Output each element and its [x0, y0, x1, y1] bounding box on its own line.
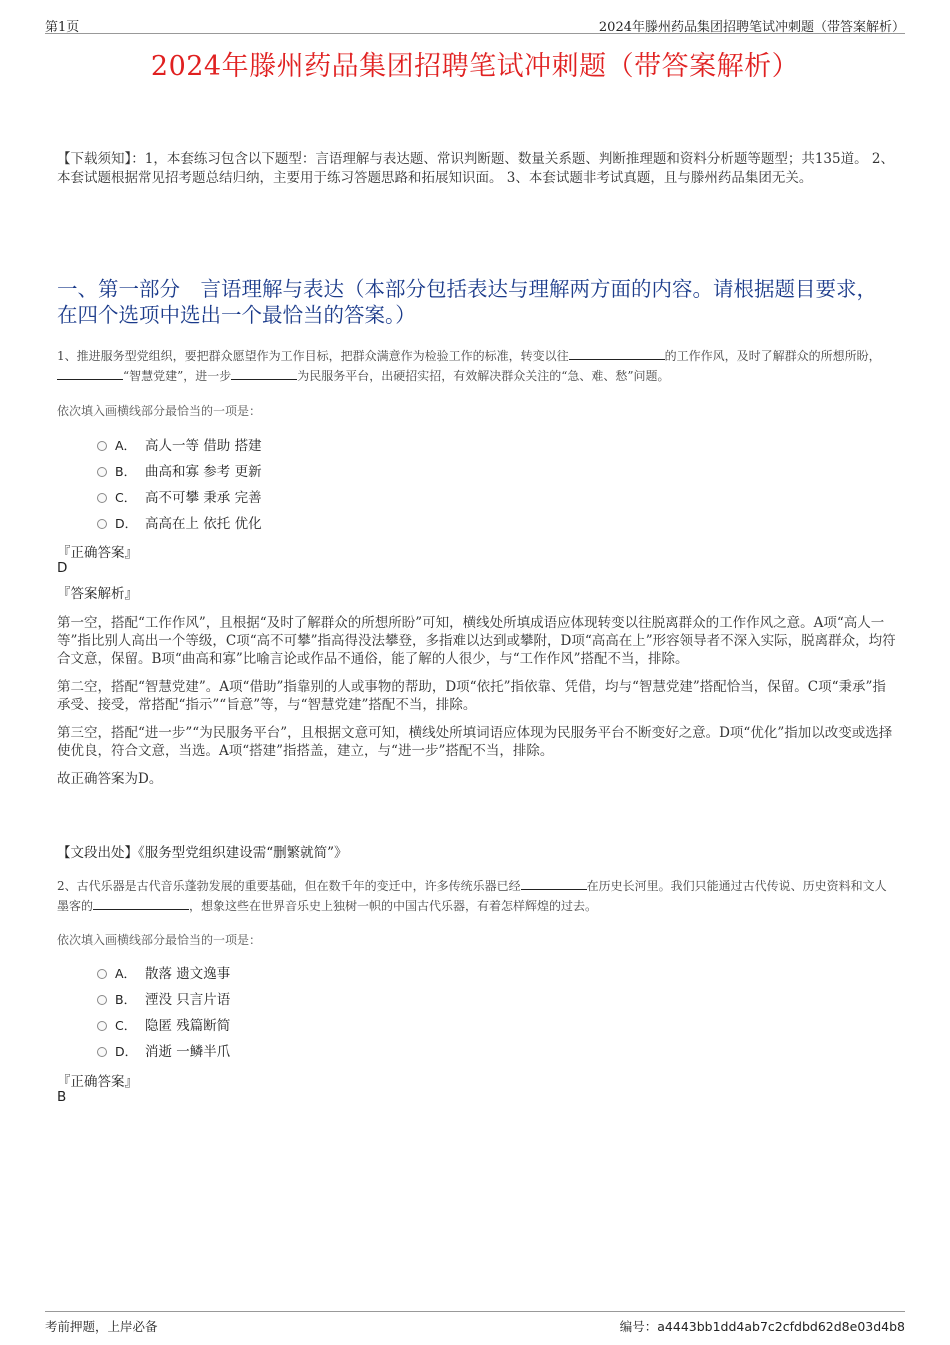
- page-header: [45, 14, 905, 34]
- option-text: 高人一等 借助 搭建: [145, 438, 262, 454]
- question-2-text: [57, 876, 897, 916]
- section-title: 一、第一部分 言语理解与表达（本部分包括表达与理解两方面的内容。请根据题目要求，在四个选项中选出一个最恰当的答案。）: [57, 277, 877, 327]
- radio-icon[interactable]: [97, 441, 107, 451]
- analysis-paragraph: 第三空，搭配“进一步”“为民服务平台”，且根据文意可知，横线处所填词语应体现为民服务平台不断变好之意。D项“优化”指加以改变或选择使优良，符合文意，当选。A项“搭建”指搭盖，建立，与“进一步”搭配不当，排除。: [57, 725, 893, 759]
- option-text: 散落 遗文逸事: [145, 966, 231, 982]
- radio-icon[interactable]: [97, 969, 107, 979]
- option-b[interactable]: [97, 987, 230, 1013]
- question-1-text-part: “智慧党建”，进一步: [123, 369, 232, 383]
- question-1-text-part: 1、推进服务型党组织，要把群众愿望作为工作目标，把群众满意作为检验工作的标准，转变以往: [57, 349, 569, 363]
- option-letter: C．: [115, 1018, 137, 1033]
- option-a[interactable]: [97, 433, 262, 459]
- correct-answer-label: 『正确答案』: [57, 1074, 138, 1090]
- correct-answer-label: 『正确答案』: [57, 545, 138, 561]
- option-d[interactable]: [97, 1039, 230, 1065]
- option-text: 消逝 一鳞半爪: [145, 1044, 231, 1060]
- question-1-options: [97, 433, 262, 537]
- blank-line: [57, 366, 123, 380]
- option-letter: B．: [115, 992, 137, 1007]
- question-2-text-part: ，想象这些在世界音乐史上独树一帜的中国古代乐器，有着怎样辉煌的过去。: [189, 899, 598, 913]
- document-code-label: 编号：: [619, 1319, 658, 1334]
- option-c[interactable]: [97, 1013, 230, 1039]
- question-2-prompt: 依次填入画横线部分最恰当的一项是：: [57, 933, 262, 947]
- option-letter: C．: [115, 490, 137, 505]
- question-2-text-part: 在历史长河里。我们只能通过古代传说、历史资料和文人墨客的: [57, 879, 887, 913]
- blank-line: [93, 896, 189, 910]
- question-1-text-part: 为民服务平台，出硬招实招，有效解决群众关注的“急、难、愁”问题。: [297, 369, 670, 383]
- option-text: 高不可攀 秉承 完善: [145, 490, 262, 506]
- radio-icon[interactable]: [97, 519, 107, 529]
- document-code-value: a4443bb1dd4ab7c2cfdbd62d8e03d4b8: [657, 1319, 905, 1334]
- blank-line: [521, 876, 587, 890]
- option-text: 高高在上 依托 优化: [145, 516, 262, 532]
- option-c[interactable]: [97, 485, 262, 511]
- blank-line: [231, 366, 297, 380]
- radio-icon[interactable]: [97, 995, 107, 1005]
- radio-icon[interactable]: [97, 1021, 107, 1031]
- option-text: 隐匿 残篇断简: [145, 1018, 231, 1034]
- page-number: 第1页: [45, 20, 80, 35]
- radio-icon[interactable]: [97, 493, 107, 503]
- option-letter: D．: [115, 516, 138, 531]
- option-a[interactable]: [97, 961, 230, 987]
- question-1-text-part: 的工作作风，及时了解群众的所想所盼，: [664, 349, 881, 363]
- question-2-text-part: 2、古代乐器是古代音乐蓬勃发展的重要基础，但在数千年的变迁中，许多传统乐器已经: [57, 879, 521, 893]
- correct-answer: B: [57, 1089, 67, 1105]
- question-2-options: [97, 961, 230, 1065]
- option-text: 湮没 只言片语: [145, 992, 231, 1008]
- analysis-label: 『答案解析』: [57, 586, 138, 602]
- analysis-paragraph: 第一空，搭配“工作作风”，且根据“及时了解群众的所想所盼”可知，横线处所填成语应体现转变以往脱离群众的工作作风之意。A项“高人一等”指比别人高出一个等级，C项“高不可攀”指高得没法攀登，多指难以达到或攀附，D项“高高在上”形容领导者不深入实际，脱离群众，均符合文意，保留。B项“曲高和寡”比喻言论或作品不通俗，能了解的人很少，与“工作作风”搭配不当，排除。: [57, 615, 896, 667]
- option-text: 曲高和寡 参考 更新: [145, 464, 262, 480]
- header-doc-title: 2024年滕州药品集团招聘笔试冲刺题（带答案解析）: [598, 20, 905, 35]
- option-d[interactable]: [97, 511, 262, 537]
- analysis-paragraph: 故正确答案为D。: [57, 771, 163, 787]
- blank-line: [569, 346, 665, 360]
- correct-answer: D: [57, 560, 68, 576]
- page-footer: [45, 1311, 905, 1335]
- answer-analysis: [57, 614, 897, 798]
- option-letter: B．: [115, 464, 137, 479]
- question-1-prompt: 依次填入画横线部分最恰当的一项是：: [57, 404, 262, 418]
- radio-icon[interactable]: [97, 467, 107, 477]
- download-notice: 【下载须知】：1，本套练习包含以下题型：言语理解与表达题、常识判断题、数量关系题、判断推理题和资料分析题等题型；共135道。 2、本套试题根据常见招考题总结归纳，主要用于练习答题思路和拓展知识面。 3、本套试题非考试真题，且与滕州药品集团无关。: [57, 151, 894, 186]
- document-title: 2024年滕州药品集团招聘笔试冲刺题（带答案解析）: [150, 51, 800, 82]
- radio-icon[interactable]: [97, 1047, 107, 1057]
- document-code: [620, 1317, 905, 1335]
- option-b[interactable]: [97, 459, 262, 485]
- option-letter: D．: [115, 1044, 138, 1059]
- analysis-paragraph: 第二空，搭配“智慧党建”。A项“借助”指靠别的人或事物的帮助，D项“依托”指依靠、凭借，均与“智慧党建”搭配恰当，保留。C项“秉承”指承受、接受，常搭配“指示”“旨意”等，与“智慧党建”搭配不当，排除。: [57, 679, 886, 713]
- option-letter: A．: [115, 966, 137, 981]
- option-letter: A．: [115, 438, 137, 453]
- passage-source: 【文段出处】《服务型党组织建设需“删繁就简”》: [57, 845, 348, 861]
- footer-slogan: 考前押题，上岸必备: [45, 1319, 158, 1334]
- question-1-text: [57, 346, 897, 386]
